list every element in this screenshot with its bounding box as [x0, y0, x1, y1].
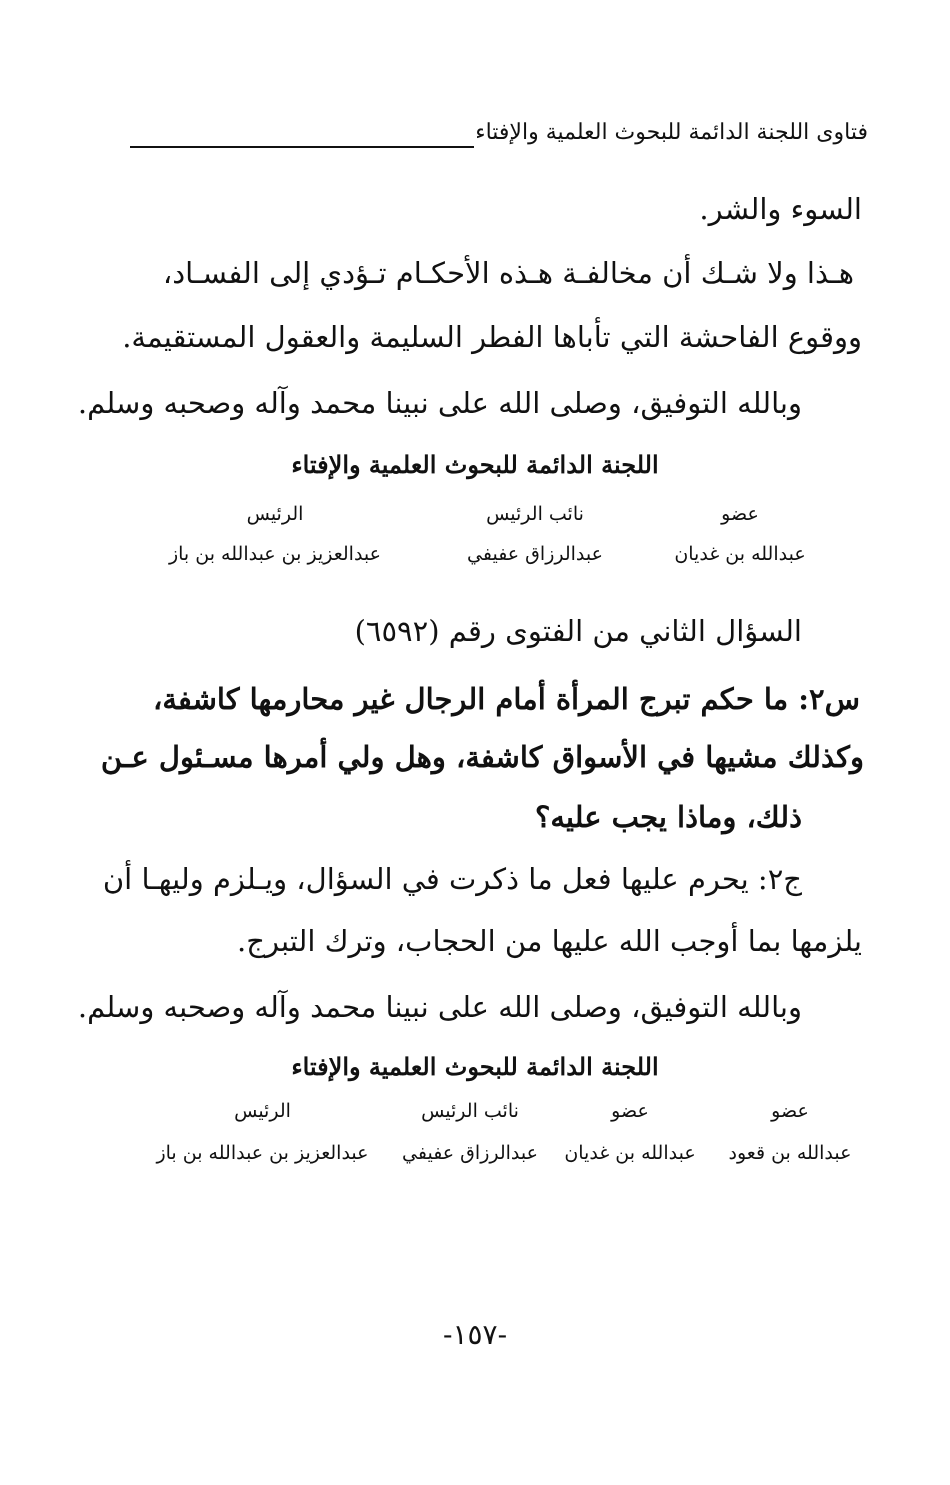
question-line: وكذلك مشيها في الأسواق كاشفة، وهل ولي أمرها مسـئول عـن	[100, 740, 864, 774]
page-number: -١٥٧-	[442, 1318, 508, 1351]
paragraph-continuation: السوء والشر.	[699, 192, 862, 226]
signatory-role: نائب الرئيس	[421, 1100, 519, 1122]
signatory-role: الرئيس	[246, 503, 304, 525]
question-line: ذلك، وماذا يجب عليه؟	[534, 800, 802, 834]
committee-title: اللجنة الدائمة للبحوث العلمية والإفتاء	[291, 450, 659, 479]
signatory-role: الرئيس	[234, 1100, 291, 1122]
paragraph-line: هـذا ولا شـك أن مخالفـة هـذه الأحكـام تـؤدي إلى الفسـاد،	[162, 256, 854, 290]
signatory-name: عبدالرزاق عفيفي	[402, 1142, 538, 1164]
signatory-role: عضو	[771, 1100, 809, 1122]
running-header-title: فتاوى اللجنة الدائمة للبحوث العلمية والإفتاء	[475, 120, 868, 145]
signatory-name: عبدالرزاق عفيفي	[467, 543, 603, 565]
header-rule	[130, 146, 474, 148]
signatory-role: عضو	[611, 1100, 649, 1122]
closing-line: وبالله التوفيق، وصلى الله على نبينا محمد وآله وصحبه وسلم.	[77, 990, 802, 1024]
answer-line: يلزمها بما أوجب الله عليها من الحجاب، وترك التبرج.	[237, 924, 862, 958]
signatory-name: عبدالله بن غديان	[674, 543, 806, 565]
signatory-role: نائب الرئيس	[486, 503, 584, 525]
question-line: س٢: ما حكم تبرج المرأة أمام الرجال غير محارمها كاشفة،	[153, 682, 860, 716]
signatory-name: عبدالعزيز بن عبدالله بن باز	[156, 1142, 369, 1164]
paragraph-line: ووقوع الفاحشة التي تأباها الفطر السليمة والعقول المستقيمة.	[122, 320, 862, 354]
signatory-name: عبدالله بن قعود	[728, 1142, 852, 1164]
closing-line: وبالله التوفيق، وصلى الله على نبينا محمد وآله وصحبه وسلم.	[77, 386, 802, 420]
signatory-role: عضو	[721, 503, 759, 525]
answer-line: ج٢: يحرم عليها فعل ما ذكرت في السؤال، ويـلزم وليهـا أن	[102, 862, 802, 896]
committee-title: اللجنة الدائمة للبحوث العلمية والإفتاء	[291, 1052, 659, 1081]
question-heading: السؤال الثاني من الفتوى رقم (٦٥٩٢)	[354, 614, 802, 648]
signatory-name: عبدالله بن غديان	[564, 1142, 696, 1164]
signatory-name: عبدالعزيز بن عبدالله بن باز	[168, 543, 382, 565]
